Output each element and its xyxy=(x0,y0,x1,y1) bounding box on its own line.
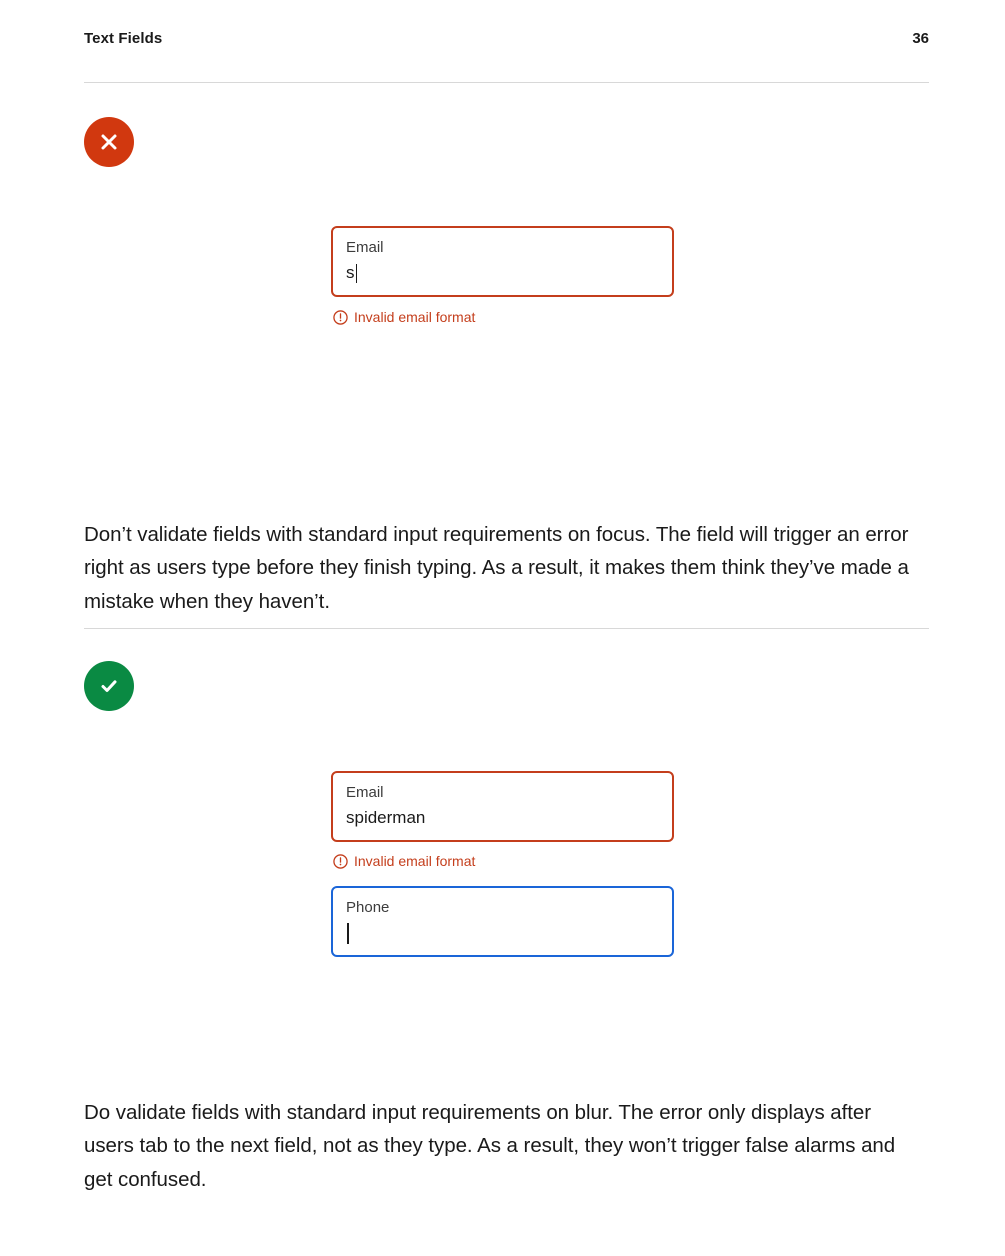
error-circle-icon xyxy=(333,854,348,869)
email-field-error[interactable] xyxy=(331,226,674,297)
email-error-message xyxy=(333,308,475,326)
check-icon xyxy=(97,674,121,698)
email-field-blur-error[interactable] xyxy=(331,771,674,842)
email-error-text: Invalid email format xyxy=(354,309,476,325)
dont-caption: Don’t validate fields with standard input requirements on focus. The field will trigger an error right as users type before they finish typing. As a result, it makes them think they’ve made a mistake when they haven’t. xyxy=(84,522,909,613)
page-header xyxy=(84,30,929,47)
email-field-label: Email xyxy=(346,784,384,801)
email-field-value[interactable] xyxy=(346,262,659,284)
header-divider xyxy=(84,82,929,83)
dont-badge xyxy=(84,117,134,167)
phone-field-value[interactable] xyxy=(346,922,659,944)
email-field-text: spiderman xyxy=(346,808,426,827)
error-circle-icon xyxy=(333,310,348,325)
close-icon xyxy=(98,131,120,153)
email-field-value[interactable] xyxy=(346,807,659,829)
email-error-text: Invalid email format xyxy=(354,853,476,869)
email-field-text: s xyxy=(346,263,355,282)
text-caret xyxy=(356,264,358,283)
email-error-message xyxy=(333,852,475,870)
email-field-label: Email xyxy=(346,239,384,256)
phone-field-focused[interactable] xyxy=(331,886,674,957)
section-divider xyxy=(84,628,929,629)
do-caption: Do validate fields with standard input requirements on blur. The error only displays after users tab to the next field, not as they type. As a result, they won’t trigger false alarms and get confused. xyxy=(84,1100,896,1191)
page-title: Text Fields xyxy=(84,30,163,47)
text-caret xyxy=(347,923,349,944)
phone-field-label: Phone xyxy=(346,899,390,916)
do-badge xyxy=(84,661,134,711)
page-number: 36 xyxy=(912,30,929,47)
